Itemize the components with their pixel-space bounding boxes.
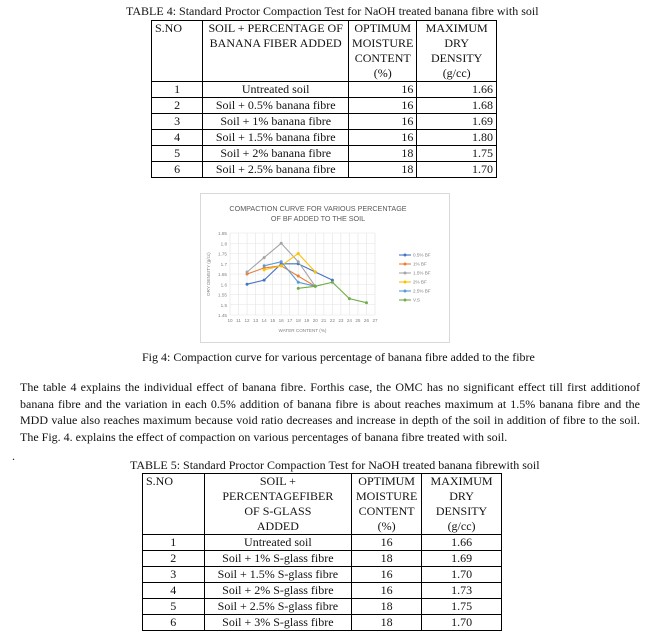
data-point <box>246 270 249 273</box>
data-point <box>297 287 300 290</box>
table5-header-omc-line: CONTENT <box>358 504 415 518</box>
sno-cell: 3 <box>152 114 203 130</box>
x-tick-label: 27 <box>372 318 378 323</box>
table4-header-omc-line: MOISTURE <box>352 36 414 50</box>
x-tick-label: 11 <box>236 318 241 323</box>
table4-row <box>152 146 497 162</box>
x-tick-label: 17 <box>287 318 293 323</box>
y-tick-label: 1.7 <box>220 261 227 267</box>
table5-header-omc <box>352 474 422 535</box>
sno-cell: 6 <box>143 615 205 631</box>
soil-cell: Soil + 2% banana fibre <box>203 146 349 162</box>
x-tick-label: 12 <box>244 318 250 323</box>
legend-label: 2% BF <box>413 279 427 285</box>
sno-cell: 4 <box>152 130 203 146</box>
x-tick-label: 21 <box>321 318 327 323</box>
sno-cell: 3 <box>143 567 205 583</box>
mdd-cell: 1.75 <box>422 599 502 615</box>
chart-title: COMPACTION CURVE FOR VARIOUS PERCENTAGE <box>229 204 407 213</box>
legend-label: 1% BF <box>413 261 427 267</box>
y-tick-label: 1.8 <box>220 241 227 247</box>
data-point <box>263 256 266 259</box>
table4-header-row <box>152 21 497 82</box>
data-point <box>280 264 283 267</box>
sno-cell: 1 <box>143 535 205 551</box>
table5-header-omc-line: (%) <box>377 519 396 533</box>
compaction-chart <box>200 193 450 343</box>
table5-header-soil-line: SOIL + PERCENTAGEFIBER <box>222 474 334 503</box>
mdd-cell: 1.69 <box>422 551 502 567</box>
table5-header-soil-line: ADDED <box>256 519 299 533</box>
soil-cell: Soil + 2.5% banana fibre <box>203 162 349 178</box>
omc-cell: 16 <box>352 583 422 599</box>
table5-header-mdd-line: (g/cc) <box>447 519 476 533</box>
omc-cell: 16 <box>349 82 417 98</box>
legend-marker <box>404 290 407 293</box>
legend-label: 1.5% BF <box>413 270 431 276</box>
mdd-cell: 1.69 <box>417 114 497 130</box>
y-axis-label: DRY DENSITY (g/cc) <box>206 252 211 296</box>
omc-cell: 16 <box>349 98 417 114</box>
table4-header-soil-line: BANANA FIBER ADDED <box>209 36 342 50</box>
x-tick-label: 13 <box>253 318 259 323</box>
x-tick-label: 26 <box>363 318 370 323</box>
legend-marker <box>404 299 407 302</box>
mdd-cell: 1.73 <box>422 583 502 599</box>
soil-cell: Soil + 2.5% S-glass fibre <box>204 599 352 615</box>
table4-header-mdd-line: MAXIMUM <box>425 21 488 35</box>
x-tick-label: 25 <box>355 318 361 323</box>
table5-header-omc-line: OPTIMUM <box>358 474 415 488</box>
omc-cell: 18 <box>349 146 417 162</box>
x-tick-label: 19 <box>304 318 310 323</box>
x-tick-label: 23 <box>338 318 344 323</box>
table5-header-sno-line: S.NO <box>146 474 174 488</box>
x-tick-label: 18 <box>295 318 301 323</box>
table4 <box>151 20 497 178</box>
table5-header-soil-line: OF S-GLASS <box>244 504 312 518</box>
omc-cell: 18 <box>352 551 422 567</box>
table5-header-sno <box>143 474 205 535</box>
table4-header-omc <box>349 21 417 82</box>
stray-mark: . <box>12 449 15 463</box>
y-tick-label: 1.85 <box>218 231 227 236</box>
table5-row <box>143 535 502 551</box>
legend-marker <box>404 254 407 257</box>
soil-cell: Soil + 3% S-glass fibre <box>204 615 352 631</box>
data-point <box>263 268 266 271</box>
legend-marker <box>404 272 407 275</box>
table4-row <box>152 82 497 98</box>
table4-header-omc-line: CONTENT <box>354 51 411 65</box>
omc-cell: 16 <box>349 114 417 130</box>
y-tick-label: 1.5 <box>220 302 227 308</box>
sno-cell: 6 <box>152 162 203 178</box>
legend-label: V.S <box>413 297 420 303</box>
data-point <box>297 260 300 263</box>
legend-marker <box>404 281 407 284</box>
table4-header-omc-line: (%) <box>373 66 392 80</box>
soil-cell: Untreated soil <box>203 82 349 98</box>
data-point <box>297 275 300 278</box>
data-point <box>348 297 351 300</box>
omc-cell: 18 <box>352 599 422 615</box>
mdd-cell: 1.70 <box>422 567 502 583</box>
x-tick-label: 10 <box>227 318 233 323</box>
table4-header-mdd-line: (g/cc) <box>442 66 471 80</box>
legend-label: 2.5% BF <box>413 288 431 294</box>
table5-row <box>143 615 502 631</box>
legend-marker <box>404 263 407 266</box>
mdd-cell: 1.75 <box>417 146 497 162</box>
table4-row <box>152 114 497 130</box>
mdd-cell: 1.80 <box>417 130 497 146</box>
figure-caption: Fig 4: Compaction curve for various percentage of banana fibre added to the fibre <box>142 350 535 364</box>
mdd-cell: 1.66 <box>417 82 497 98</box>
sno-cell: 2 <box>143 551 205 567</box>
data-point <box>297 281 300 284</box>
table5-caption: TABLE 5: Standard Proctor Compaction Test for NaOH treated banana fibrewith soil <box>130 458 540 472</box>
table4-header-mdd-line: DRY <box>444 36 470 50</box>
soil-cell: Soil + 0.5% banana fibre <box>203 98 349 114</box>
table4-header-soil <box>203 21 349 82</box>
mdd-cell: 1.70 <box>422 615 502 631</box>
table4-header-omc-line: OPTIMUM <box>354 21 412 35</box>
table4-header-sno <box>152 21 203 82</box>
chart-svg <box>200 193 450 343</box>
omc-cell: 16 <box>352 535 422 551</box>
y-tick-label: 1.55 <box>218 292 227 298</box>
table5-row <box>143 551 502 567</box>
table4-row <box>152 130 497 146</box>
soil-cell: Untreated soil <box>204 535 352 551</box>
body-paragraph: The table 4 explains the individual effect of banana fibre. Forthis case, the OMC has no significant effect till first additionof banana fibre and the variation in each 0.5% addition of banana fibre is about reaches maximum at 1.5% banana fibre and the MDD value also reaches maximum because void ratio decreases and increase in depth of the soil in addition of fibre to the soil. The Fig. 4. explains the effect of compaction on various percentages of banana fibre treated with soil. <box>20 380 640 444</box>
data-point <box>280 260 283 263</box>
sno-cell: 1 <box>152 82 203 98</box>
table5-row <box>143 583 502 599</box>
table4-caption: TABLE 4: Standard Proctor Compaction Test for NaOH treated banana fibre with soil <box>126 4 539 18</box>
omc-cell: 16 <box>352 567 422 583</box>
sno-cell: 5 <box>143 599 205 615</box>
table5-header-mdd-line: MAXIMUM <box>430 474 493 488</box>
legend-label: 0.5% BF <box>413 252 431 258</box>
table4-header-sno-line: S.NO <box>155 21 183 35</box>
table4-row <box>152 98 497 114</box>
y-tick-label: 1.45 <box>218 313 227 318</box>
data-point <box>263 279 266 282</box>
y-tick-label: 1.65 <box>218 272 227 277</box>
data-point <box>365 301 368 304</box>
sno-cell: 2 <box>152 98 203 114</box>
data-point <box>314 270 317 273</box>
y-tick-label: 1.75 <box>218 251 227 257</box>
soil-cell: Soil + 1% banana fibre <box>203 114 349 130</box>
x-tick-label: 14 <box>261 318 267 323</box>
mdd-cell: 1.68 <box>417 98 497 114</box>
mdd-cell: 1.66 <box>422 535 502 551</box>
x-axis-label: WATER CONTENT (%) <box>278 328 327 333</box>
x-tick-label: 15 <box>270 318 276 323</box>
data-point <box>280 242 283 245</box>
table5-header-soil <box>204 474 352 535</box>
omc-cell: 18 <box>349 162 417 178</box>
data-point <box>314 285 317 288</box>
data-point <box>246 283 249 286</box>
chart-title: OF BF ADDED TO THE SOIL <box>270 214 366 223</box>
x-tick-label: 24 <box>346 318 352 323</box>
data-point <box>331 281 334 284</box>
table5-header-omc-line: MOISTURE <box>355 489 418 503</box>
sno-cell: 4 <box>143 583 205 599</box>
data-point <box>297 252 300 255</box>
soil-cell: Soil + 1.5% banana fibre <box>203 130 349 146</box>
x-tick-label: 20 <box>312 318 318 323</box>
table5-header-row <box>143 474 502 535</box>
table5 <box>142 473 502 631</box>
soil-cell: Soil + 2% S-glass fibre <box>204 583 352 599</box>
table5-header-mdd <box>422 474 502 535</box>
table4-row <box>152 162 497 178</box>
sno-cell: 5 <box>152 146 203 162</box>
data-point <box>263 264 266 267</box>
y-tick-label: 1.6 <box>220 282 227 288</box>
table5-header-mdd-line: DENSITY <box>435 504 488 518</box>
table5-row <box>143 599 502 615</box>
table4-header-mdd-line: DENSITY <box>431 51 483 65</box>
omc-cell: 16 <box>349 130 417 146</box>
omc-cell: 18 <box>352 615 422 631</box>
soil-cell: Soil + 1% S-glass fibre <box>204 551 352 567</box>
x-tick-label: 16 <box>278 318 284 323</box>
soil-cell: Soil + 1.5% S-glass fibre <box>204 567 352 583</box>
table4-header-mdd <box>417 21 497 82</box>
mdd-cell: 1.70 <box>417 162 497 178</box>
table5-row <box>143 567 502 583</box>
table5-header-mdd-line: DRY <box>449 489 474 503</box>
table4-header-soil-line: SOIL + PERCENTAGE OF <box>208 21 343 35</box>
x-tick-label: 22 <box>329 318 335 323</box>
